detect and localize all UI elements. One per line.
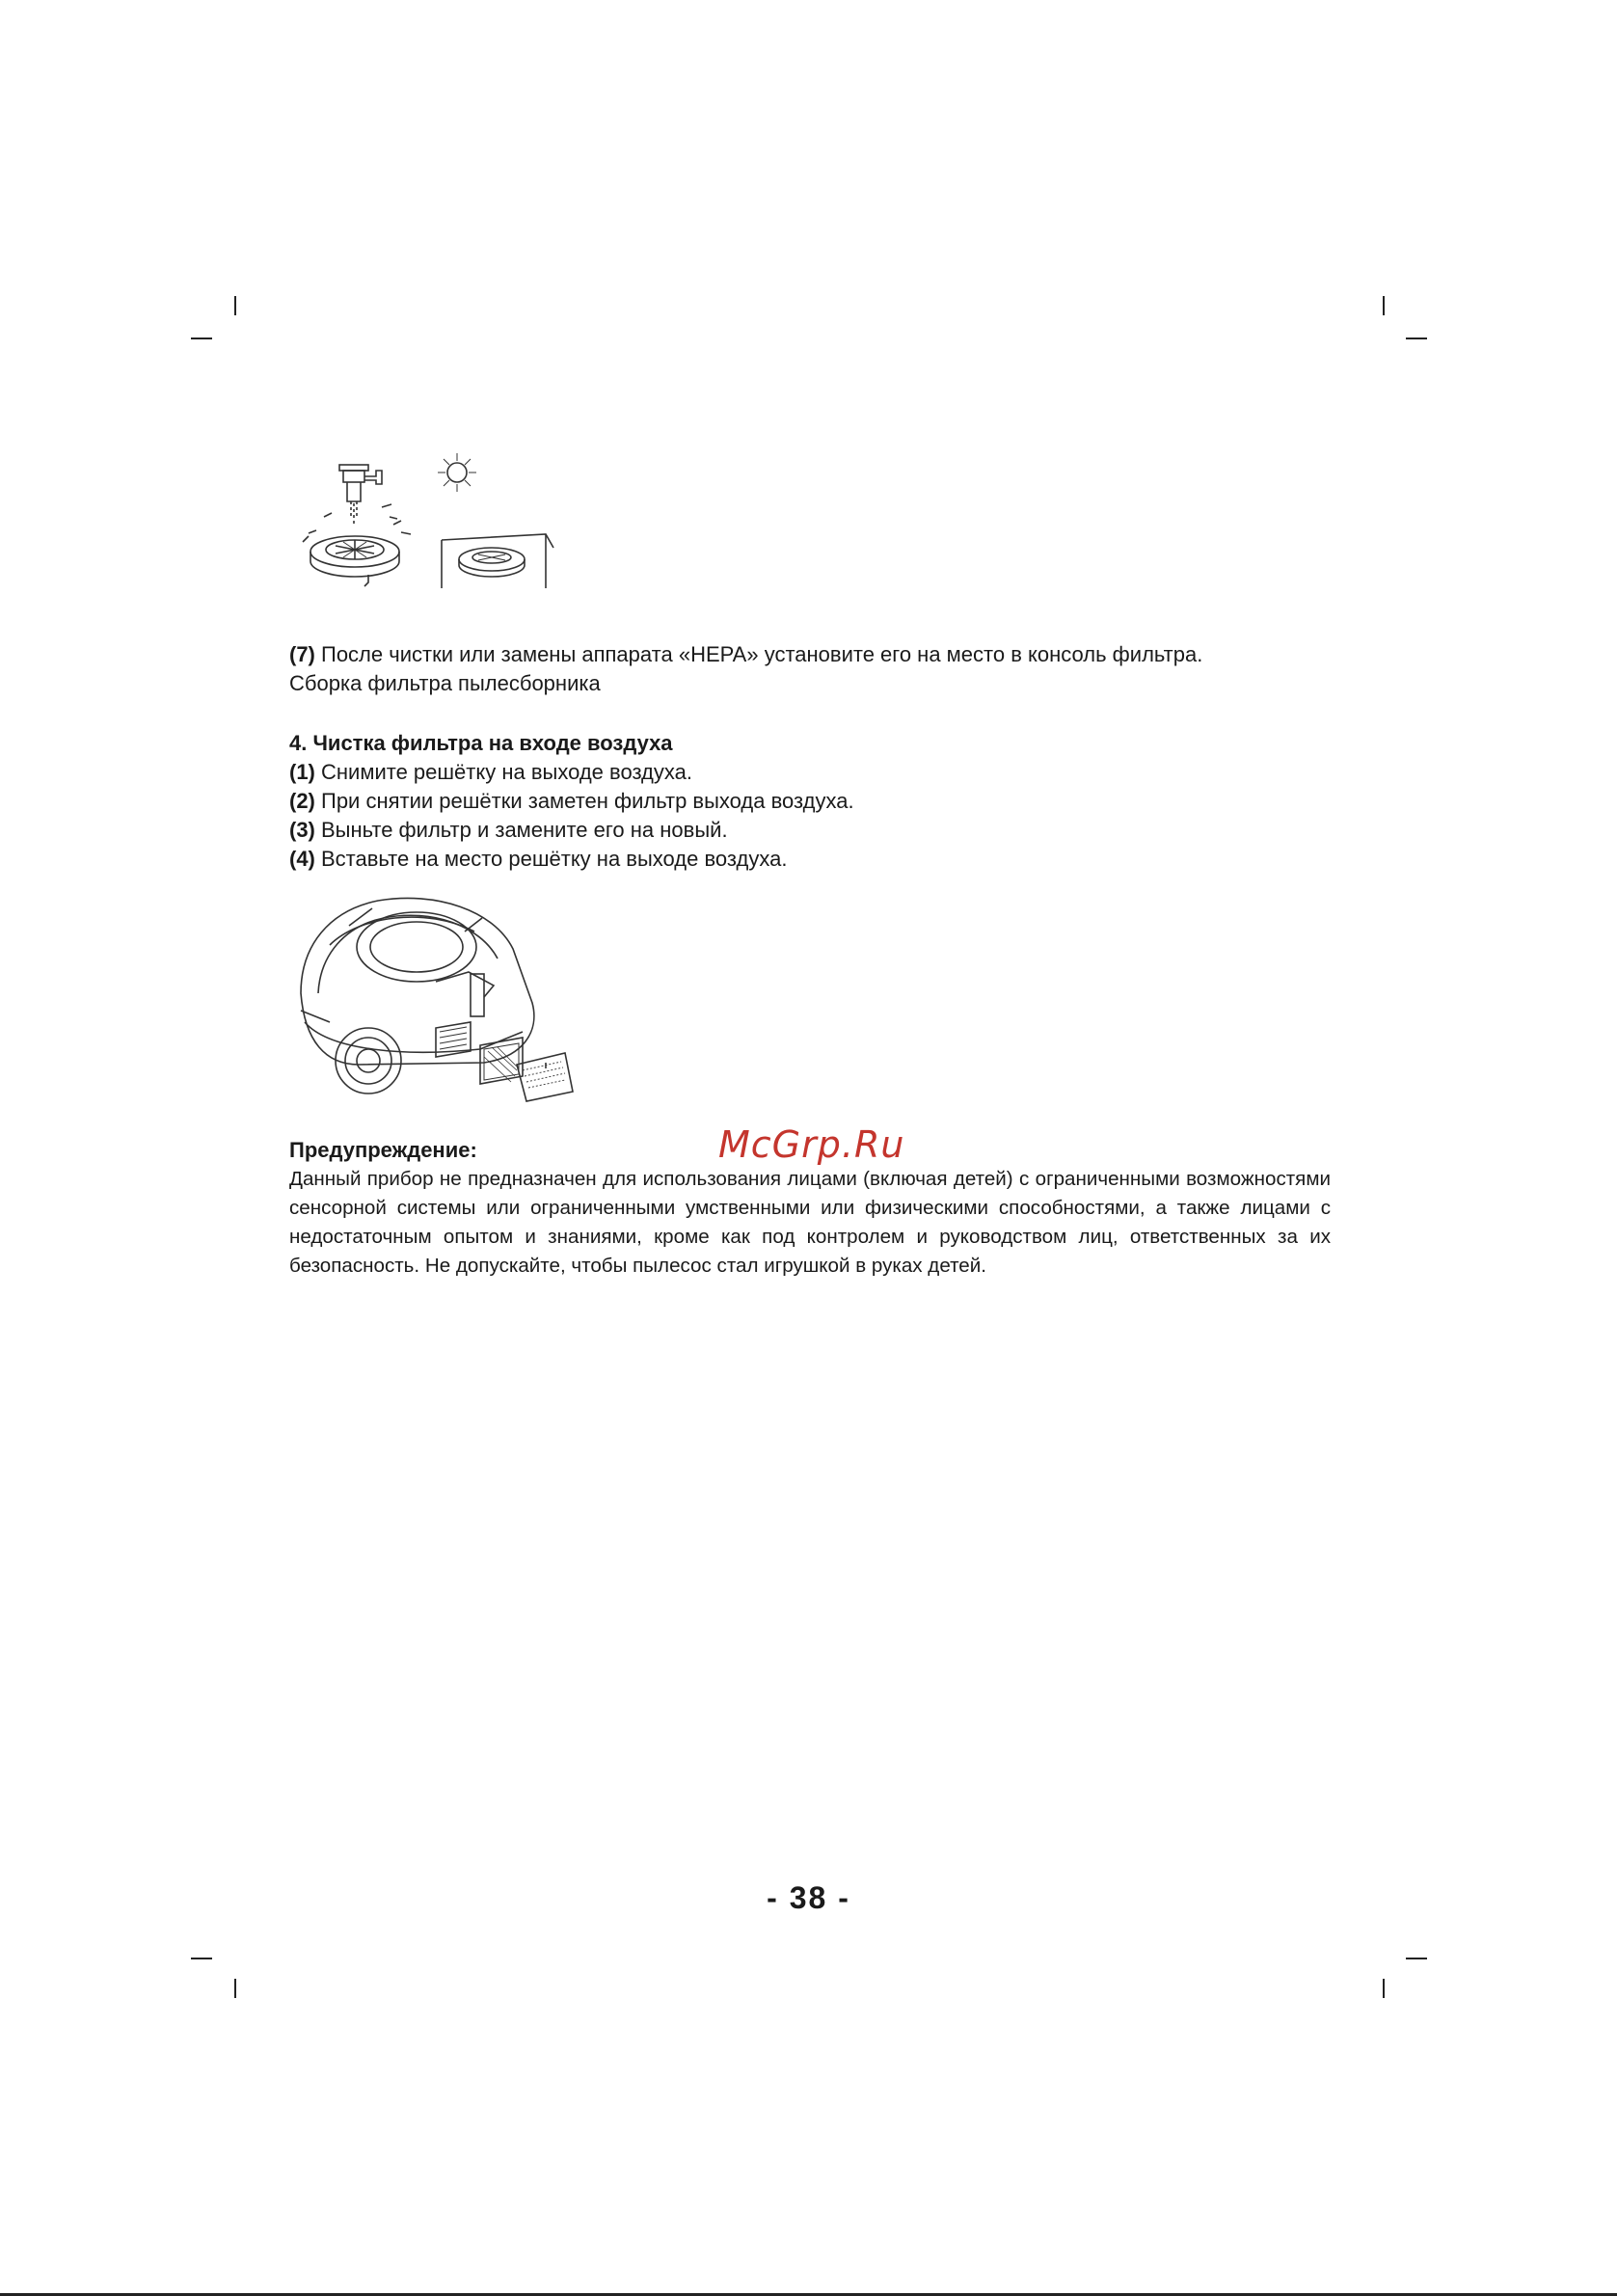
crop-mark-top-left-vertical <box>234 296 236 315</box>
filter-washing-illustration <box>285 449 565 604</box>
section4-step-4 <box>289 845 1331 874</box>
step-number: (1) <box>289 760 315 784</box>
section4-step-3 <box>289 816 1331 845</box>
section4-block <box>289 729 1331 874</box>
crop-mark-top-right-vertical <box>1383 296 1385 315</box>
step-text: При снятии решётки заметен фильтр выхода воздуха. <box>314 789 854 813</box>
step-text: После чистки или замены аппарата «HEPA» установите его на место в консоль фильтра. <box>314 642 1203 666</box>
watermark: McGrp.Ru <box>718 1123 905 1166</box>
crop-mark-bottom-right-vertical <box>1383 1979 1385 1998</box>
step7-line <box>289 640 1331 669</box>
page-number: - 38 - <box>767 1880 850 1915</box>
step-text: Вставьте на место решётку на выходе воздуха. <box>314 847 788 871</box>
section-heading: 4. Чистка фильтра на входе воздуха <box>289 731 673 755</box>
step-text: Снимите решётку на выходе воздуха. <box>314 760 692 784</box>
crop-mark-top-right-horizontal <box>1406 338 1427 339</box>
warning-heading: Предупреждение: <box>289 1138 477 1162</box>
crop-mark-bottom-left-horizontal <box>191 1958 212 1959</box>
section4-step-1 <box>289 758 1331 787</box>
step-number: (4) <box>289 847 315 871</box>
step7-subtext: Сборка фильтра пылесборника <box>289 671 601 695</box>
vacuum-outlet-filter-illustration <box>291 887 580 1109</box>
crop-mark-top-left-horizontal <box>191 338 212 339</box>
step-number: (3) <box>289 818 315 842</box>
crop-mark-bottom-right-horizontal <box>1406 1958 1427 1959</box>
crop-mark-bottom-left-vertical <box>234 1979 236 1998</box>
step-text: Выньте фильтр и замените его на новый. <box>314 818 728 842</box>
step-number: (7) <box>289 642 315 666</box>
warning-body: Данный прибор не предназначен для использования лицами (включая детей) с ограниченными возможностями сенсорной системы или ограниченными умственными или физическими способностями, а также лицами с недостаточным опытом и знаниями, кроме как под контролем и руководством лиц, ответственных за их безопасность. Не допускайте, чтобы пылесос стал игрушкой в руках детей. <box>289 1168 1331 1277</box>
step7-block <box>289 640 1331 698</box>
step-number: (2) <box>289 789 315 813</box>
section4-step-2 <box>289 787 1331 816</box>
